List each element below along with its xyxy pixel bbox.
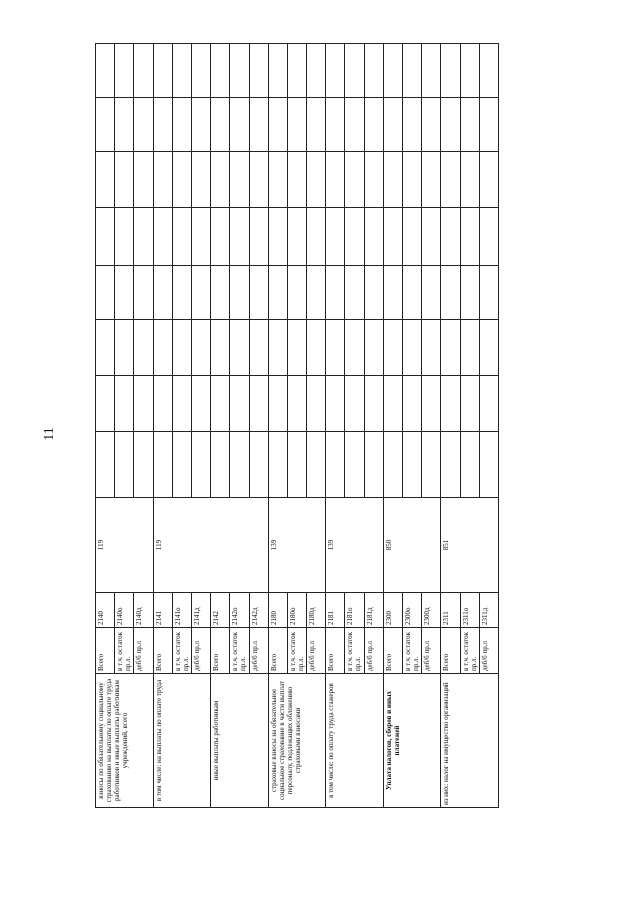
value-cell[interactable] (460, 152, 479, 208)
value-cell[interactable] (153, 208, 172, 266)
value-cell[interactable] (403, 208, 422, 266)
value-cell[interactable] (191, 266, 210, 320)
value-cell[interactable] (383, 432, 402, 498)
value-cell[interactable] (172, 432, 191, 498)
kbk-code: 850 (383, 498, 441, 593)
value-cell[interactable] (441, 320, 460, 376)
value-cell[interactable] (153, 320, 172, 376)
value-cell[interactable] (191, 98, 210, 152)
value-cell[interactable] (422, 266, 441, 320)
value-cell[interactable] (441, 376, 460, 432)
value-cell[interactable] (383, 44, 402, 98)
indicator-label: Всего (383, 628, 402, 674)
value-cell[interactable] (345, 208, 364, 266)
value-cell[interactable] (326, 98, 345, 152)
indicator-label: в т.ч. остаток пр.л. (172, 628, 191, 674)
value-cell[interactable] (441, 432, 460, 498)
value-cell[interactable] (134, 208, 153, 266)
value-cell[interactable] (249, 266, 268, 320)
value-cell[interactable] (364, 44, 383, 98)
value-cell[interactable] (287, 98, 306, 152)
value-cell[interactable] (268, 98, 287, 152)
value-cell[interactable] (422, 208, 441, 266)
line-code: 2141о (172, 593, 191, 628)
value-cell[interactable] (422, 320, 441, 376)
value-cell[interactable] (403, 266, 422, 320)
line-code: 2180о (287, 593, 306, 628)
kbk-code: 851 (441, 498, 499, 593)
value-cell[interactable] (96, 266, 115, 320)
value-cell[interactable] (249, 376, 268, 432)
table-row (383, 44, 402, 808)
value-cell[interactable] (441, 44, 460, 98)
value-cell[interactable] (96, 44, 115, 98)
value-cell[interactable] (153, 432, 172, 498)
value-cell[interactable] (326, 376, 345, 432)
line-code: 2300д (422, 593, 441, 628)
value-cell[interactable] (134, 320, 153, 376)
table-row (96, 44, 115, 808)
value-cell[interactable] (460, 44, 479, 98)
value-cell[interactable] (383, 98, 402, 152)
value-cell[interactable] (287, 208, 306, 266)
value-cell[interactable] (441, 208, 460, 266)
value-cell[interactable] (153, 376, 172, 432)
value-cell[interactable] (191, 152, 210, 208)
value-cell[interactable] (403, 98, 422, 152)
value-cell[interactable] (96, 376, 115, 432)
indicator-label: деб/б пр.л (364, 628, 383, 674)
value-cell[interactable] (115, 98, 134, 152)
value-cell[interactable] (96, 320, 115, 376)
value-cell[interactable] (211, 266, 230, 320)
indicator-label: в т.ч. остаток пр.л. (460, 628, 479, 674)
value-cell[interactable] (115, 266, 134, 320)
value-cell[interactable] (230, 152, 249, 208)
value-cell[interactable] (268, 44, 287, 98)
kbk-code: 139 (326, 498, 384, 593)
value-cell[interactable] (403, 432, 422, 498)
value-cell[interactable] (307, 208, 326, 266)
value-cell[interactable] (134, 98, 153, 152)
value-cell[interactable] (364, 152, 383, 208)
value-cell[interactable] (383, 208, 402, 266)
value-cell[interactable] (479, 152, 498, 208)
value-cell[interactable] (479, 320, 498, 376)
table-row (268, 44, 287, 808)
indicator-label: в т.ч. остаток пр.л. (230, 628, 249, 674)
value-cell[interactable] (249, 432, 268, 498)
line-code: 2142о (230, 593, 249, 628)
value-cell[interactable] (345, 98, 364, 152)
value-cell[interactable] (422, 98, 441, 152)
value-cell[interactable] (153, 152, 172, 208)
value-cell[interactable] (172, 266, 191, 320)
value-cell[interactable] (230, 44, 249, 98)
line-code: 2180 (268, 593, 287, 628)
row-description: иные выплаты работникам (211, 674, 269, 808)
value-cell[interactable] (115, 376, 134, 432)
line-code: 2180д (307, 593, 326, 628)
value-cell[interactable] (441, 152, 460, 208)
value-cell[interactable] (403, 44, 422, 98)
value-cell[interactable] (191, 208, 210, 266)
value-cell[interactable] (96, 152, 115, 208)
indicator-label: Всего (153, 628, 172, 674)
line-code: 2140о (115, 593, 134, 628)
value-cell[interactable] (134, 44, 153, 98)
value-cell[interactable] (115, 320, 134, 376)
line-code: 2142 (211, 593, 230, 628)
value-cell[interactable] (441, 266, 460, 320)
value-cell[interactable] (345, 376, 364, 432)
value-cell[interactable] (364, 432, 383, 498)
value-cell[interactable] (460, 98, 479, 152)
value-cell[interactable] (134, 432, 153, 498)
value-cell[interactable] (307, 266, 326, 320)
value-cell[interactable] (307, 152, 326, 208)
value-cell[interactable] (326, 208, 345, 266)
value-cell[interactable] (307, 44, 326, 98)
value-cell[interactable] (268, 266, 287, 320)
line-code: 2300о (403, 593, 422, 628)
value-cell[interactable] (115, 44, 134, 98)
row-description: страховые взносы на обязательное социальное страхование в части выплат персоналу, подлежащих обложению страховыми взносами (268, 674, 326, 808)
value-cell[interactable] (230, 266, 249, 320)
value-cell[interactable] (479, 208, 498, 266)
value-cell[interactable] (345, 44, 364, 98)
value-cell[interactable] (153, 266, 172, 320)
value-cell[interactable] (441, 98, 460, 152)
value-cell[interactable] (422, 44, 441, 98)
value-cell[interactable] (230, 376, 249, 432)
kbk-code: 119 (96, 498, 154, 593)
indicator-label: деб/б пр.л (422, 628, 441, 674)
value-cell[interactable] (172, 320, 191, 376)
indicator-label: деб/б пр.л (307, 628, 326, 674)
report-table (95, 43, 499, 808)
row-description: из них: налог на имущество организаций (441, 674, 499, 808)
value-cell[interactable] (191, 320, 210, 376)
value-cell[interactable] (211, 44, 230, 98)
value-cell[interactable] (230, 320, 249, 376)
line-code: 2141д (191, 593, 210, 628)
indicator-label: Всего (96, 628, 115, 674)
value-cell[interactable] (172, 44, 191, 98)
value-cell[interactable] (422, 376, 441, 432)
value-cell[interactable] (191, 376, 210, 432)
kbk-code: 119 (153, 498, 268, 593)
value-cell[interactable] (403, 376, 422, 432)
value-cell[interactable] (172, 98, 191, 152)
line-code: 2181д (364, 593, 383, 628)
table-row (441, 44, 460, 808)
value-cell[interactable] (268, 376, 287, 432)
indicator-label: деб/б пр.л (191, 628, 210, 674)
value-cell[interactable] (268, 320, 287, 376)
line-code: 2300 (383, 593, 402, 628)
value-cell[interactable] (326, 320, 345, 376)
value-cell[interactable] (460, 208, 479, 266)
value-cell[interactable] (96, 432, 115, 498)
value-cell[interactable] (230, 98, 249, 152)
value-cell[interactable] (345, 152, 364, 208)
indicator-label: Всего (268, 628, 287, 674)
indicator-label: деб/б пр.л (479, 628, 498, 674)
value-cell[interactable] (364, 208, 383, 266)
value-cell[interactable] (211, 432, 230, 498)
value-cell[interactable] (326, 266, 345, 320)
page-number: 11 (42, 427, 57, 441)
indicator-label: Всего (211, 628, 230, 674)
value-cell[interactable] (172, 208, 191, 266)
table-row (326, 44, 345, 808)
indicator-label: в т.ч. остаток пр.л. (345, 628, 364, 674)
indicator-label: в т.ч. остаток пр.л. (115, 628, 134, 674)
value-cell[interactable] (268, 432, 287, 498)
value-cell[interactable] (345, 266, 364, 320)
kbk-code: 139 (268, 498, 326, 593)
line-code: 2140 (96, 593, 115, 628)
value-cell[interactable] (326, 44, 345, 98)
value-cell[interactable] (326, 432, 345, 498)
value-cell[interactable] (479, 266, 498, 320)
value-cell[interactable] (307, 432, 326, 498)
value-cell[interactable] (268, 152, 287, 208)
value-cell[interactable] (326, 152, 345, 208)
value-cell[interactable] (287, 432, 306, 498)
value-cell[interactable] (287, 266, 306, 320)
value-cell[interactable] (134, 266, 153, 320)
value-cell[interactable] (364, 98, 383, 152)
table-body (96, 44, 499, 808)
value-cell[interactable] (364, 376, 383, 432)
value-cell[interactable] (307, 98, 326, 152)
value-cell[interactable] (211, 320, 230, 376)
value-cell[interactable] (307, 320, 326, 376)
value-cell[interactable] (115, 208, 134, 266)
value-cell[interactable] (134, 376, 153, 432)
value-cell[interactable] (383, 266, 402, 320)
indicator-label: деб/б пр.л (134, 628, 153, 674)
value-cell[interactable] (249, 98, 268, 152)
value-cell[interactable] (191, 432, 210, 498)
value-cell[interactable] (211, 98, 230, 152)
value-cell[interactable] (460, 432, 479, 498)
line-code: 2141 (153, 593, 172, 628)
value-cell[interactable] (403, 320, 422, 376)
line-code: 2311о (460, 593, 479, 628)
value-cell[interactable] (249, 152, 268, 208)
row-description: в том числе: на выплаты по оплате труда (153, 674, 211, 808)
line-code: 2181о (345, 593, 364, 628)
value-cell[interactable] (460, 266, 479, 320)
indicator-label: Всего (441, 628, 460, 674)
value-cell[interactable] (211, 376, 230, 432)
row-description: в том числе: по оплату труда стажеров (326, 674, 384, 808)
value-cell[interactable] (96, 208, 115, 266)
value-cell[interactable] (191, 44, 210, 98)
value-cell[interactable] (230, 432, 249, 498)
rotated-table-wrapper (95, 44, 499, 808)
value-cell[interactable] (115, 152, 134, 208)
value-cell[interactable] (172, 152, 191, 208)
value-cell[interactable] (268, 208, 287, 266)
indicator-label: в т.ч. остаток пр.л. (403, 628, 422, 674)
value-cell[interactable] (134, 152, 153, 208)
table-row (153, 44, 172, 808)
line-code: 2142д (249, 593, 268, 628)
value-cell[interactable] (422, 432, 441, 498)
line-code: 2181 (326, 593, 345, 628)
value-cell[interactable] (479, 98, 498, 152)
value-cell[interactable] (460, 320, 479, 376)
value-cell[interactable] (172, 376, 191, 432)
value-cell[interactable] (364, 266, 383, 320)
value-cell[interactable] (230, 208, 249, 266)
line-code: 2311д (479, 593, 498, 628)
indicator-label: Всего (326, 628, 345, 674)
value-cell[interactable] (403, 152, 422, 208)
value-cell[interactable] (96, 98, 115, 152)
value-cell[interactable] (287, 376, 306, 432)
value-cell[interactable] (153, 44, 172, 98)
indicator-label: в т.ч. остаток пр.л. (287, 628, 306, 674)
value-cell[interactable] (364, 320, 383, 376)
row-description: Уплата налогов, сборов и иных платежей (383, 674, 441, 808)
value-cell[interactable] (287, 320, 306, 376)
value-cell[interactable] (345, 320, 364, 376)
value-cell[interactable] (249, 320, 268, 376)
line-code: 2311 (441, 593, 460, 628)
value-cell[interactable] (422, 152, 441, 208)
value-cell[interactable] (211, 152, 230, 208)
value-cell[interactable] (249, 208, 268, 266)
value-cell[interactable] (383, 320, 402, 376)
line-code: 2140д (134, 593, 153, 628)
value-cell[interactable] (307, 376, 326, 432)
table-row (211, 44, 230, 808)
value-cell[interactable] (249, 44, 268, 98)
value-cell[interactable] (479, 376, 498, 432)
row-description: взносы по обязательному социальному страхованию на выплаты по оплате труда работников и иные выплаты работникам учреждений, всего (96, 674, 154, 808)
value-cell[interactable] (211, 208, 230, 266)
value-cell[interactable] (153, 98, 172, 152)
value-cell[interactable] (479, 44, 498, 98)
value-cell[interactable] (287, 152, 306, 208)
value-cell[interactable] (383, 152, 402, 208)
value-cell[interactable] (383, 376, 402, 432)
value-cell[interactable] (479, 432, 498, 498)
indicator-label: деб/б пр.л (249, 628, 268, 674)
value-cell[interactable] (345, 432, 364, 498)
value-cell[interactable] (460, 376, 479, 432)
value-cell[interactable] (287, 44, 306, 98)
value-cell[interactable] (115, 432, 134, 498)
